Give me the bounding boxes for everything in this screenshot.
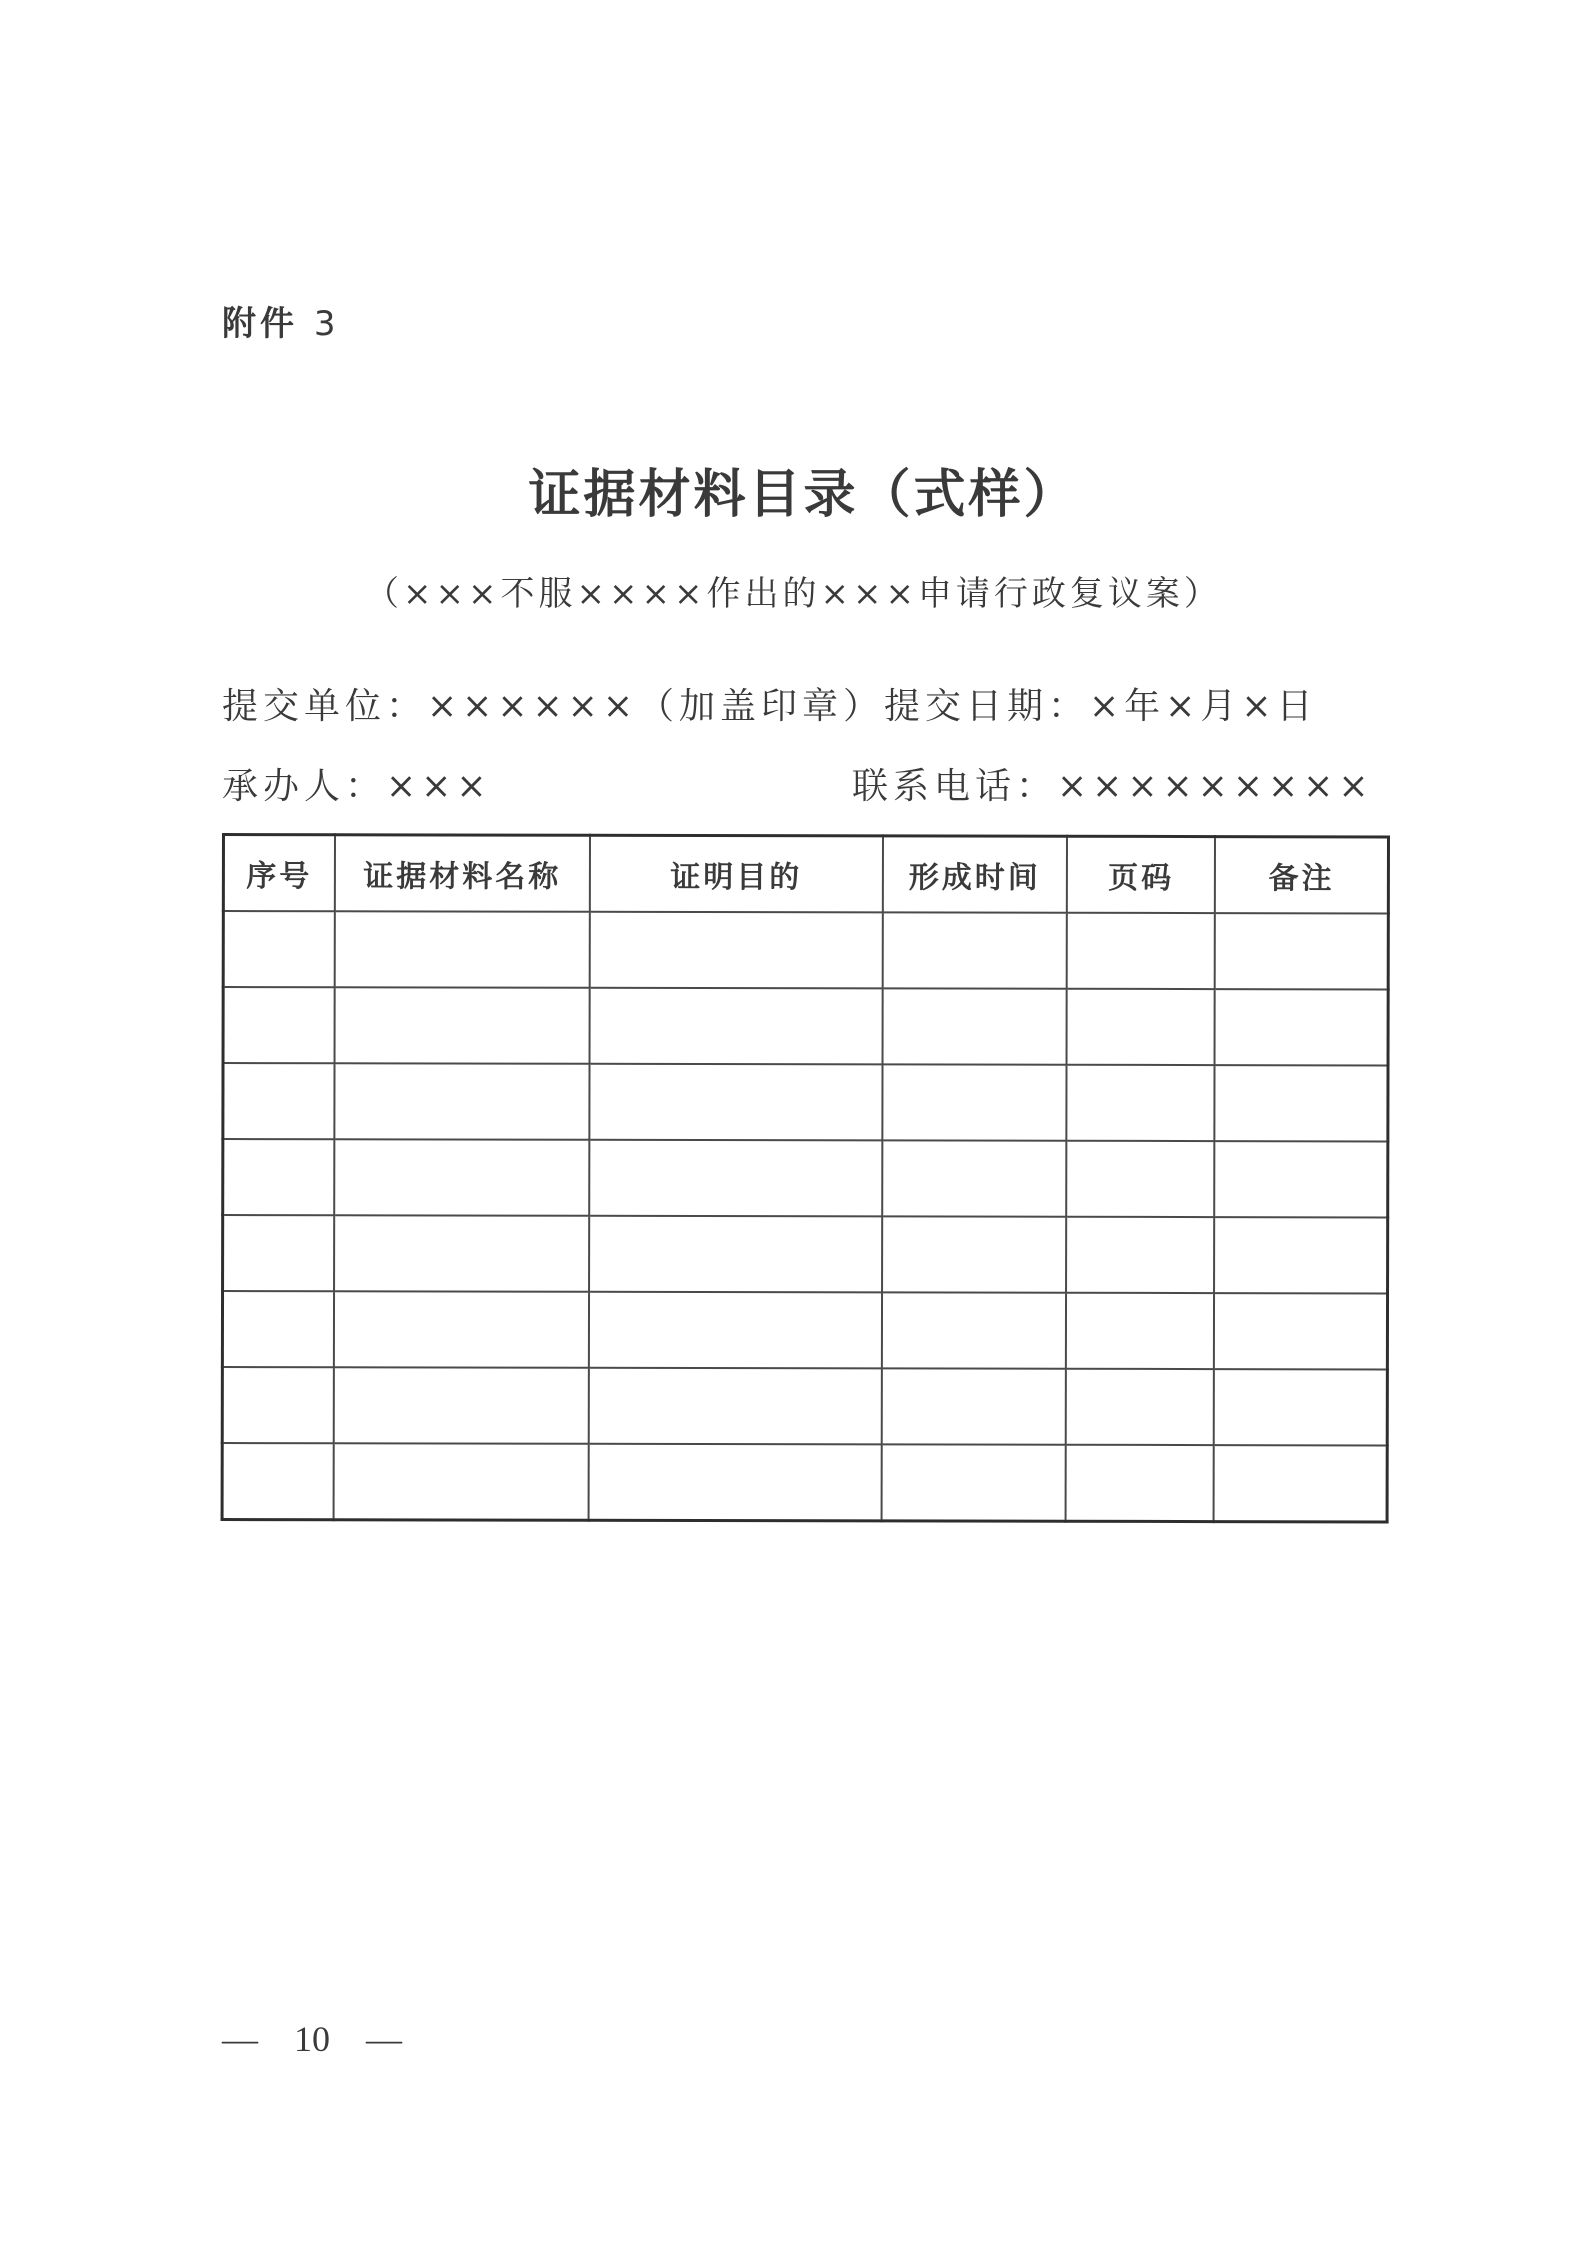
submission-info-line: 提交单位：××××××（加盖印章）提交日期：×年×月×日 xyxy=(222,686,1318,727)
attachment-text: 附件 xyxy=(222,304,298,344)
table-cell[interactable] xyxy=(334,1291,589,1368)
table-cell[interactable] xyxy=(882,1216,1067,1292)
table-row xyxy=(223,911,1388,989)
header-remarks: 备注 xyxy=(1215,837,1388,914)
table-cell[interactable] xyxy=(1215,913,1388,989)
table-cell[interactable] xyxy=(333,1443,588,1520)
attachment-label xyxy=(222,296,339,345)
table-cell[interactable] xyxy=(334,1139,589,1216)
table-body xyxy=(222,911,1388,1522)
handler-info: 承办人：××× xyxy=(222,766,492,807)
table-cell[interactable] xyxy=(1214,1217,1387,1293)
table-cell[interactable] xyxy=(333,1367,588,1444)
attachment-number: 3 xyxy=(313,304,340,344)
header-serial: 序号 xyxy=(223,835,334,912)
table-cell[interactable] xyxy=(222,1291,333,1367)
table-cell[interactable] xyxy=(1066,1293,1214,1369)
page-dash-right: — xyxy=(366,2019,402,2059)
table-cell[interactable] xyxy=(882,1292,1067,1368)
table-row xyxy=(223,1139,1388,1217)
table-row xyxy=(222,1291,1387,1369)
page-number-value: 10 xyxy=(294,2019,330,2059)
table-header-row xyxy=(223,835,1388,914)
table-cell[interactable] xyxy=(589,1064,882,1141)
table-cell[interactable] xyxy=(590,988,883,1065)
table-cell[interactable] xyxy=(1067,1065,1215,1141)
table-row xyxy=(222,1443,1387,1522)
phone-info: 联系电话：××××××××× xyxy=(852,766,1374,807)
table-cell[interactable] xyxy=(223,1139,334,1215)
table-cell[interactable] xyxy=(223,1063,334,1139)
table-cell[interactable] xyxy=(223,987,334,1063)
table-cell[interactable] xyxy=(882,1064,1067,1140)
table-cell[interactable] xyxy=(334,987,589,1064)
table-cell[interactable] xyxy=(589,1444,882,1521)
page-number xyxy=(222,2018,402,2060)
header-page: 页码 xyxy=(1067,836,1215,913)
table-cell[interactable] xyxy=(589,1292,882,1369)
table-cell[interactable] xyxy=(334,911,589,988)
table-cell[interactable] xyxy=(223,1215,334,1291)
table-cell[interactable] xyxy=(222,1443,333,1520)
table-cell[interactable] xyxy=(589,1140,882,1217)
table-row xyxy=(222,1367,1387,1445)
table-cell[interactable] xyxy=(334,1215,589,1292)
table-cell[interactable] xyxy=(589,1368,882,1445)
table-cell[interactable] xyxy=(1215,1065,1388,1141)
header-evidence-name: 证据材料名称 xyxy=(335,835,590,912)
table-cell[interactable] xyxy=(1066,1217,1214,1293)
table-cell[interactable] xyxy=(881,1368,1066,1444)
table-cell[interactable] xyxy=(1066,1445,1214,1522)
table-row xyxy=(223,987,1388,1065)
header-formation-time: 形成时间 xyxy=(883,836,1068,913)
table-cell[interactable] xyxy=(882,1140,1067,1216)
table-cell[interactable] xyxy=(589,1216,882,1293)
table-cell[interactable] xyxy=(223,911,334,987)
table-cell[interactable] xyxy=(1214,1445,1387,1522)
table-row xyxy=(223,1063,1388,1141)
document-subtitle: （×××不服××××作出的×××申请行政复议案） xyxy=(365,574,1222,614)
table-cell[interactable] xyxy=(1067,913,1215,989)
table-cell[interactable] xyxy=(1066,1141,1214,1217)
table-cell[interactable] xyxy=(882,912,1067,988)
table-cell[interactable] xyxy=(590,912,883,989)
table-cell[interactable] xyxy=(1214,1141,1387,1217)
table-cell[interactable] xyxy=(1215,989,1388,1065)
table-cell[interactable] xyxy=(1067,989,1215,1065)
table-cell[interactable] xyxy=(1214,1369,1387,1445)
page-dash-left: — xyxy=(222,2019,258,2059)
evidence-table xyxy=(221,833,1390,1523)
table-cell[interactable] xyxy=(881,1444,1066,1521)
table-cell[interactable] xyxy=(334,1063,589,1140)
table-cell[interactable] xyxy=(1214,1293,1387,1369)
table-cell[interactable] xyxy=(222,1367,333,1443)
header-purpose: 证明目的 xyxy=(590,835,883,912)
table-row xyxy=(223,1215,1388,1293)
table-cell[interactable] xyxy=(882,988,1067,1064)
document-title: 证据材料目录（式样） xyxy=(528,464,1079,525)
table-cell[interactable] xyxy=(1066,1369,1214,1445)
